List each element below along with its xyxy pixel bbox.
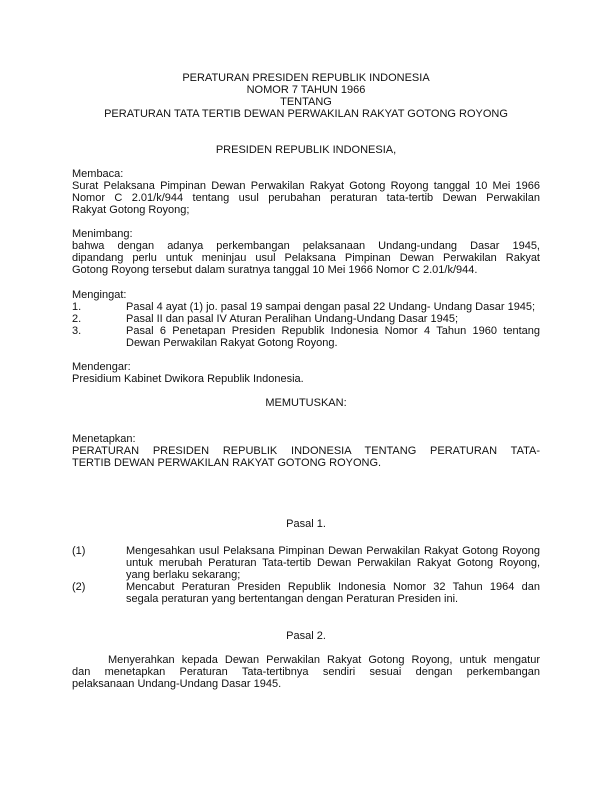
text-line: Dewan Perwakilan Rakyat Gotong Royong. — [126, 337, 338, 349]
section-menimbang — [72, 228, 540, 276]
section-heading: Mendengar: — [72, 361, 131, 373]
text-line: Menyerahkan kepada Dewan Perwakilan Rakyat Gotong Royong, untuk mengatur — [108, 654, 540, 666]
text-line: Rakyat Gotong Royong; — [72, 204, 190, 216]
text-line: dan menetapkan Peraturan Tata-tertibnya sendiri sesuai dengan perkembangan — [72, 666, 540, 678]
text-line: Surat Pelaksana Pimpinan Dewan Perwakilan Rakyat Gotong Royong tanggal 10 Mei 1966 — [72, 180, 540, 192]
text-line: Pasal II dan pasal IV Aturan Peralihan Undang-Undang Dasar 1945; — [126, 313, 459, 325]
text-line: Mengesahkan usul Pelaksana Pimpinan Dewan Perwakilan Rakyat Gotong Royong — [126, 545, 540, 557]
text-line: yang berlaku sekarang; — [126, 569, 241, 581]
issuer: PRESIDEN REPUBLIK INDONESIA, — [215, 144, 397, 156]
text-line: Pasal 6 Penetapan Presiden Republik Indonesia Nomor 4 Tahun 1960 tentang — [126, 325, 540, 337]
document-title — [72, 72, 540, 120]
section-heading: Menetapkan: — [72, 433, 136, 445]
pasal-2-body — [72, 654, 540, 690]
section-mendengar — [72, 361, 540, 385]
text-line: dipandang perlu untuk meninjau usul Pelaksana Pimpinan Dewan Perwakilan Rakyat — [72, 252, 540, 264]
title-line: PERATURAN TATA TERTIB DEWAN PERWAKILAN RAKYAT GOTONG ROYONG — [104, 108, 508, 120]
text-line: Nomor C 2.01/k/944 tentang usul perubahan peraturan tata-tertib Dewan Perwakilan — [72, 192, 540, 204]
item-number: (1) — [72, 545, 86, 557]
text-line: pelaksanaan Undang-Undang Dasar 1945. — [72, 678, 282, 690]
item-number: 2. — [72, 313, 82, 325]
text-line: TERTIB DEWAN PERWAKILAN RAKYAT GOTONG ROYONG. — [72, 457, 382, 469]
pasal-2-heading: Pasal 2. — [286, 630, 326, 642]
text-line: untuk merubah Peraturan Tata-tertib Dewan Perwakilan Rakyat Gotong Royong, — [126, 557, 540, 569]
title-line: NOMOR 7 TAHUN 1966 — [246, 84, 366, 96]
section-heading: Mengingat: — [72, 289, 127, 301]
section-membaca — [72, 168, 540, 216]
section-mengingat — [72, 289, 540, 349]
memutuskan-heading: MEMUTUSKAN: — [265, 397, 347, 409]
text-line: segala peraturan yang bertentangan dengan Peraturan Presiden ini. — [126, 593, 459, 605]
item-number: (2) — [72, 581, 86, 593]
list-item — [72, 301, 540, 313]
text-line: Mencabut Peraturan Presiden Republik Indonesia Nomor 32 Tahun 1964 dan — [126, 581, 540, 593]
text-line: Pasal 4 ayat (1) jo. pasal 19 sampai dengan pasal 22 Undang- Undang Dasar 1945; — [126, 301, 536, 313]
item-number: 1. — [72, 301, 82, 313]
title-line: PERATURAN PRESIDEN REPUBLIK INDONESIA — [182, 72, 430, 84]
text-line: bahwa dengan adanya perkembangan pelaksanaan Undang-undang Dasar 1945, — [72, 240, 540, 252]
section-menetapkan — [72, 433, 540, 469]
section-heading: Membaca: — [72, 168, 124, 180]
pasal-1-heading: Pasal 1. — [286, 518, 326, 530]
pasal-1-body — [72, 545, 540, 605]
list-item — [72, 313, 540, 325]
section-heading: Menimbang: — [72, 228, 133, 240]
item-number: 3. — [72, 325, 82, 337]
text-line: Presidium Kabinet Dwikora Republik Indonesia. — [72, 373, 304, 385]
list-item — [72, 545, 540, 581]
list-item — [72, 325, 540, 349]
text-line: PERATURAN PRESIDEN REPUBLIK INDONESIA TENTANG PERATURAN TATA- — [72, 445, 540, 457]
list-item — [72, 581, 540, 605]
title-line: TENTANG — [280, 96, 332, 108]
text-line: Gotong Royong tersebut dalam suratnya tanggal 10 Mei 1966 Nomor C 2.01/k/944. — [72, 264, 478, 276]
